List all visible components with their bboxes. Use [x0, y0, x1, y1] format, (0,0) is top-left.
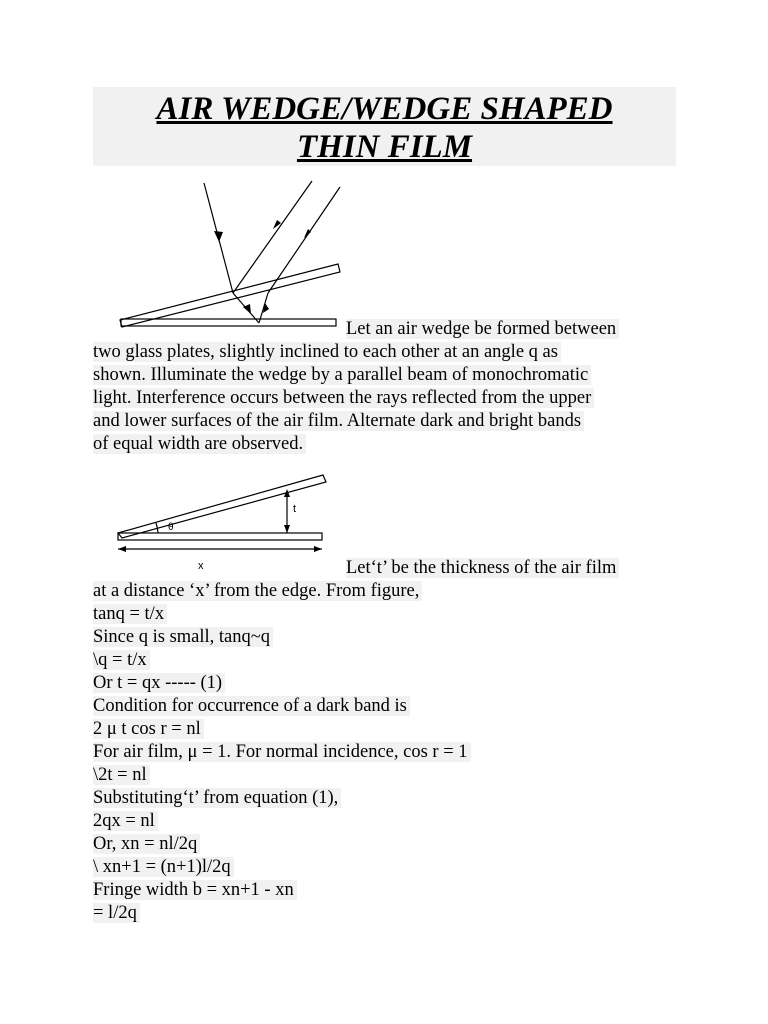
text-line: \q = t/x — [93, 649, 150, 672]
wedge-geometry-diagram — [110, 470, 335, 580]
top-glass-plate — [120, 264, 340, 327]
text-line: \ xn+1 = (n+1)l/2q — [93, 856, 234, 879]
text-line: of equal width are observed. — [93, 433, 306, 456]
title-line-1: AIR WEDGE/WEDGE SHAPED — [156, 91, 613, 127]
text-line: \2t = nl — [93, 764, 150, 787]
reflected-ray-lower — [268, 187, 340, 293]
text-line: Substituting‘t’ from equation (1), — [93, 787, 341, 810]
text-line: Or t = qx ----- (1) — [93, 672, 225, 695]
text-line: Let‘t’ be the thickness of the air film — [346, 557, 619, 580]
air-wedge-ray-diagram — [110, 175, 350, 335]
text-line: 2 μ t cos r = nl — [93, 718, 204, 741]
text-line: Since q is small, tanq~q — [93, 626, 273, 649]
text-line: Let an air wedge be formed between — [346, 318, 619, 341]
text-line: shown. Illuminate the wedge by a parallel beam of monochromatic — [93, 364, 591, 387]
text-line: two glass plates, slightly inclined to each other at an angle q as — [93, 341, 561, 364]
text-line: = l/2q — [93, 902, 140, 925]
title-line-2: THIN FILM — [296, 129, 473, 165]
text-line: light. Interference occurs between the rays reflected from the upper — [93, 387, 594, 410]
reflected-ray-upper — [233, 181, 312, 293]
label-t: t — [293, 503, 297, 515]
label-theta: θ — [168, 522, 174, 533]
text-line: at a distance ‘x’ from the edge. From figure, — [93, 580, 422, 603]
text-line: 2qx = nl — [93, 810, 158, 833]
label-x: x — [198, 560, 204, 572]
bottom-plate — [118, 533, 322, 540]
text-line: tanq = t/x — [93, 603, 167, 626]
text-line: Fringe width b = xn+1 - xn — [93, 879, 297, 902]
title-box — [93, 87, 676, 166]
bottom-glass-plate — [121, 319, 336, 326]
text-line: and lower surfaces of the air film. Alternate dark and bright bands — [93, 410, 584, 433]
text-line: Or, xn = nl/2q — [93, 833, 200, 856]
text-line: For air film, μ = 1. For normal incidence, cos r = 1 — [93, 741, 471, 764]
text-line: Condition for occurrence of a dark band is — [93, 695, 410, 718]
